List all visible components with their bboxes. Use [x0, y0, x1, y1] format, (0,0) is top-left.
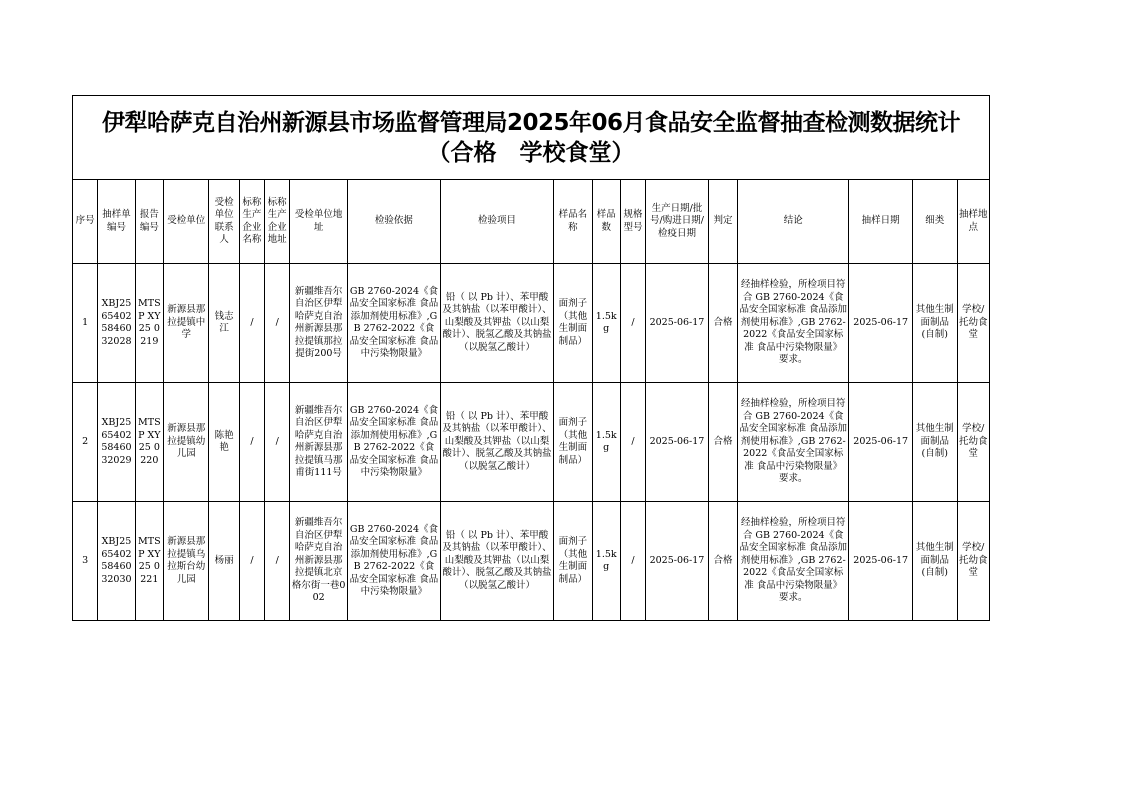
title-block: [72, 95, 990, 179]
cell-sample-name: 面剂子（其他生制面制品）: [554, 264, 592, 383]
cell-qty: 1.5kg: [592, 502, 620, 621]
cell-basis: GB 2760-2024《食品安全国家标准 食品添加剂使用标准》,GB 2762-2022《食品安全国家标准 食品中污染物限量》: [347, 502, 440, 621]
cell-mfr-addr: /: [265, 383, 290, 502]
cell-verdict: 合格: [708, 264, 737, 383]
cell-sample-no: XBJ25 65402 58460 32028: [98, 264, 135, 383]
cell-report-no: MTSP XY25 0220: [135, 383, 163, 502]
cell-items: 铅（ 以 Pb 计）、苯甲酸及其钠盐（以苯甲酸计）、山梨酸及其钾盐（以山梨酸计）、脱氢乙酸及其钠盐（以脱氢乙酸计）: [440, 264, 553, 383]
cell-basis: GB 2760-2024《食品安全国家标准 食品添加剂使用标准》,GB 2762-2022《食品安全国家标准 食品中污染物限量》: [347, 383, 440, 502]
cell-basis: GB 2760-2024《食品安全国家标准 食品添加剂使用标准》,GB 2762-2022《食品安全国家标准 食品中污染物限量》: [347, 264, 440, 383]
cell-conclusion: 经抽样检验，所检项目符合 GB 2760-2024《食品安全国家标准 食品添加剂使用标准》,GB 2762-2022《食品安全国家标准 食品中污染物限量》 要求。: [738, 502, 849, 621]
col-header-unit: 受检单位: [163, 180, 208, 264]
cell-contact: 钱志江: [209, 264, 239, 383]
col-header-basis: 检验依据: [347, 180, 440, 264]
cell-category: 其他生制面制品(自制): [913, 383, 957, 502]
cell-unit-addr: 新疆维吾尔自治区伊犁哈萨克自治州新源县那拉提镇北京格尔街一巷002: [290, 502, 348, 621]
cell-sample-date: 2025-06-17: [849, 264, 913, 383]
cell-sample-no: XBJ25 65402 58460 32030: [98, 502, 135, 621]
cell-sample-name: 面剂子（其他生制面制品）: [554, 383, 592, 502]
cell-contact: 杨丽: [209, 502, 239, 621]
cell-mfr-name: /: [239, 502, 264, 621]
col-header-no: 序号: [73, 180, 98, 264]
col-header-sample-name: 样品名称: [554, 180, 592, 264]
col-header-spec: 规格型号: [620, 180, 645, 264]
col-header-report-no: 报告编号: [135, 180, 163, 264]
cell-unit-addr: 新疆维吾尔自治区伊犁哈萨克自治州新源县那拉提镇那拉提街200号: [290, 264, 348, 383]
cell-spec: /: [620, 264, 645, 383]
cell-category: 其他生制面制品(自制): [913, 264, 957, 383]
col-header-mfr-name: 标称生产企业名称: [239, 180, 264, 264]
cell-sample-date: 2025-06-17: [849, 383, 913, 502]
cell-category: 其他生制面制品(自制): [913, 502, 957, 621]
cell-unit: 新源县那拉提镇中学: [163, 264, 208, 383]
cell-unit: 新源县那拉提镇乌拉斯台幼儿园: [163, 502, 208, 621]
table-row: [73, 502, 990, 621]
col-header-sample-date: 抽样日期: [849, 180, 913, 264]
cell-place: 学校/托幼食堂: [957, 264, 990, 383]
cell-items: 铅（ 以 Pb 计）、苯甲酸及其钠盐（以苯甲酸计）、山梨酸及其钾盐（以山梨酸计）、脱氢乙酸及其钠盐（以脱氢乙酸计）: [440, 383, 553, 502]
cell-unit-addr: 新疆维吾尔自治区伊犁哈萨克自治州新源县那拉提镇马那甫街111号: [290, 383, 348, 502]
report-sheet: [72, 95, 990, 621]
cell-mfr-name: /: [239, 383, 264, 502]
cell-date: 2025-06-17: [646, 383, 709, 502]
cell-mfr-name: /: [239, 264, 264, 383]
header-row: [73, 180, 990, 264]
cell-sample-date: 2025-06-17: [849, 502, 913, 621]
cell-report-no: MTSP XY25 0221: [135, 502, 163, 621]
col-header-contact: 受检单位联系人: [209, 180, 239, 264]
cell-no: 2: [73, 383, 98, 502]
cell-conclusion: 经抽样检验，所检项目符合 GB 2760-2024《食品安全国家标准 食品添加剂使用标准》,GB 2762-2022《食品安全国家标准 食品中污染物限量》 要求。: [738, 383, 849, 502]
cell-no: 1: [73, 264, 98, 383]
col-header-qty: 样品数: [592, 180, 620, 264]
cell-mfr-addr: /: [265, 502, 290, 621]
col-header-date: 生产日期/批号/购进日期/检疫日期: [646, 180, 709, 264]
page-title: 伊犁哈萨克自治州新源县市场监督管理局2025年06月食品安全监督抽查检测数据统计: [101, 109, 961, 136]
cell-place: 学校/托幼食堂: [957, 502, 990, 621]
cell-date: 2025-06-17: [646, 264, 709, 383]
col-header-unit-addr: 受检单位地址: [290, 180, 348, 264]
cell-verdict: 合格: [708, 502, 737, 621]
cell-spec: /: [620, 383, 645, 502]
page-subtitle: （合格 学校食堂）: [427, 139, 635, 166]
cell-report-no: MTSP XY25 0219: [135, 264, 163, 383]
cell-items: 铅（ 以 Pb 计）、苯甲酸及其钠盐（以苯甲酸计）、山梨酸及其钾盐（以山梨酸计）、脱氢乙酸及其钠盐（以脱氢乙酸计）: [440, 502, 553, 621]
cell-verdict: 合格: [708, 383, 737, 502]
cell-no: 3: [73, 502, 98, 621]
cell-date: 2025-06-17: [646, 502, 709, 621]
col-header-place: 抽样地点: [957, 180, 990, 264]
inspection-table: [72, 179, 990, 621]
col-header-verdict: 判定: [708, 180, 737, 264]
cell-spec: /: [620, 502, 645, 621]
cell-conclusion: 经抽样检验，所检项目符合 GB 2760-2024《食品安全国家标准 食品添加剂使用标准》,GB 2762-2022《食品安全国家标准 食品中污染物限量》 要求。: [738, 264, 849, 383]
table-row: [73, 383, 990, 502]
col-header-category: 细类: [913, 180, 957, 264]
col-header-sample-no: 抽样单编号: [98, 180, 135, 264]
col-header-items: 检验项目: [440, 180, 553, 264]
table-row: [73, 264, 990, 383]
cell-unit: 新源县那拉提镇幼儿园: [163, 383, 208, 502]
cell-sample-no: XBJ25 65402 58460 32029: [98, 383, 135, 502]
cell-contact: 陈艳艳: [209, 383, 239, 502]
cell-place: 学校/托幼食堂: [957, 383, 990, 502]
col-header-mfr-addr: 标称生产企业地址: [265, 180, 290, 264]
cell-mfr-addr: /: [265, 264, 290, 383]
cell-qty: 1.5kg: [592, 264, 620, 383]
cell-sample-name: 面剂子（其他生制面制品）: [554, 502, 592, 621]
cell-qty: 1.5kg: [592, 383, 620, 502]
col-header-conclusion: 结论: [738, 180, 849, 264]
